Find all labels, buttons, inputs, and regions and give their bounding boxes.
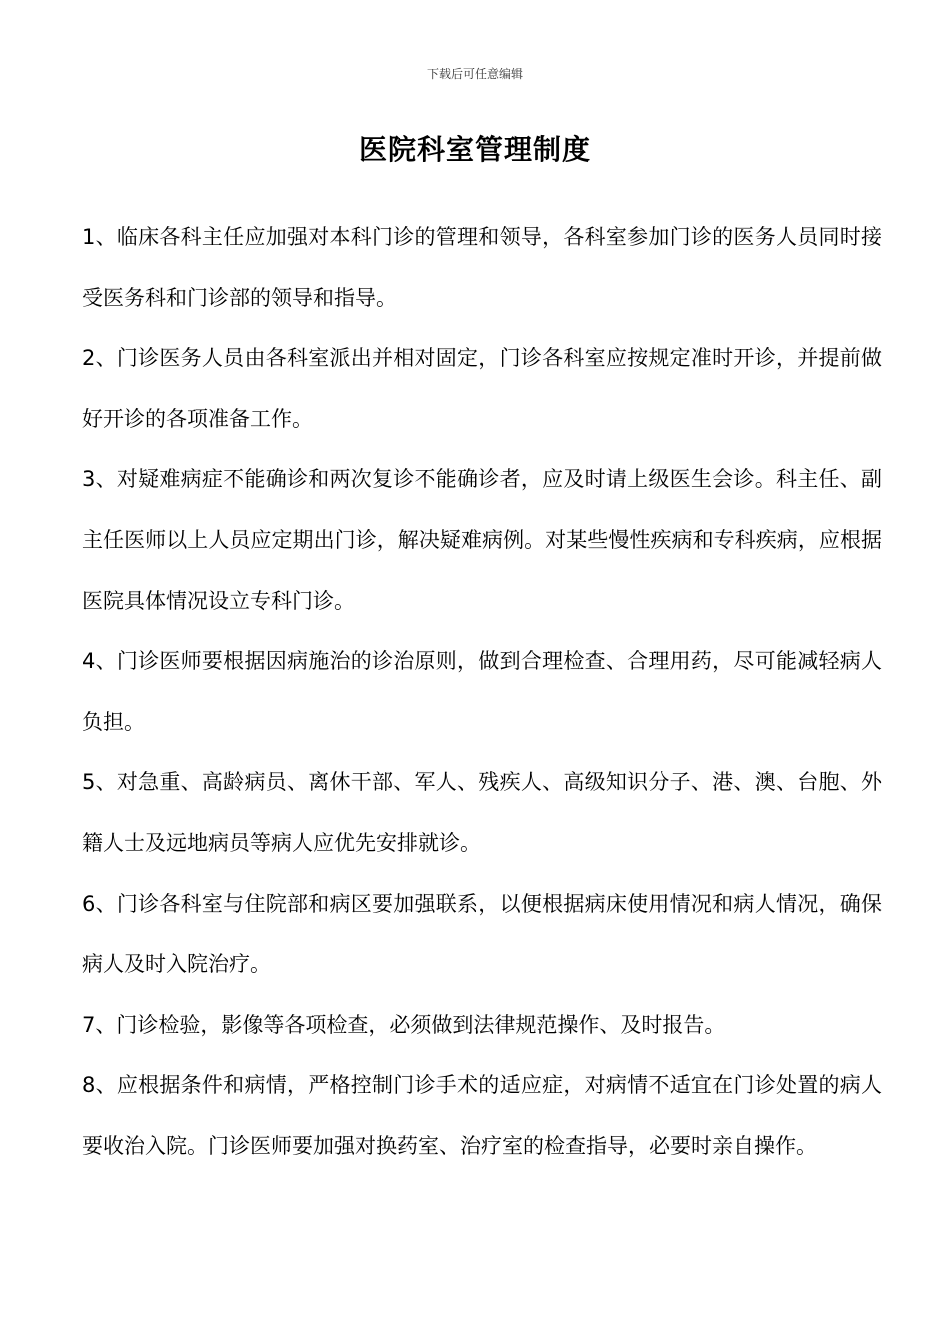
document-title: 医院科室管理制度 — [358, 133, 591, 166]
paragraph-4: 4、门诊医师要根据因病施治的诊治原则，做到合理检查、合理用药，尽可能减轻病人负担。 — [82, 649, 882, 734]
paragraph-8: 8、应根据条件和病情，严格控制门诊手术的适应症，对病情不适宜在门诊处置的病人要收治入院。门诊医师要加强对换药室、治疗室的检查指导，必要时亲自操作。 — [82, 1073, 882, 1158]
paragraph-5: 5、对急重、高龄病员、离休干部、军人、残疾人、高级知识分子、港、澳、台胞、外籍人士及远地病员等病人应优先安排就诊。 — [82, 770, 882, 855]
paragraph-1: 1、临床各科主任应加强对本科门诊的管理和领导，各科室参加门诊的医务人员同时接受医务科和门诊部的领导和指导。 — [82, 225, 882, 310]
paragraph-6: 6、门诊各科室与住院部和病区要加强联系，以便根据病床使用情况和病人情况，确保病人及时入院治疗。 — [82, 891, 882, 977]
paragraph-3: 3、对疑难病症不能确诊和两次复诊不能确诊者，应及时请上级医生会诊。科主任、副主任医师以上人员应定期出门诊，解决疑难病例。对某些慢性疾病和专科疾病，应根据医院具体情况设立专科门诊。 — [82, 467, 882, 613]
paragraph-7: 7、门诊检验，影像等各项检查，必须做到法律规范操作、及时报告。 — [82, 1012, 726, 1037]
document-body — [82, 207, 882, 1177]
paragraph-2: 2、门诊医务人员由各科室派出并相对固定，门诊各科室应按规定准时开诊，并提前做好开诊的各项准备工作。 — [82, 346, 882, 431]
header-note: 下载后可任意编辑 — [426, 67, 523, 81]
